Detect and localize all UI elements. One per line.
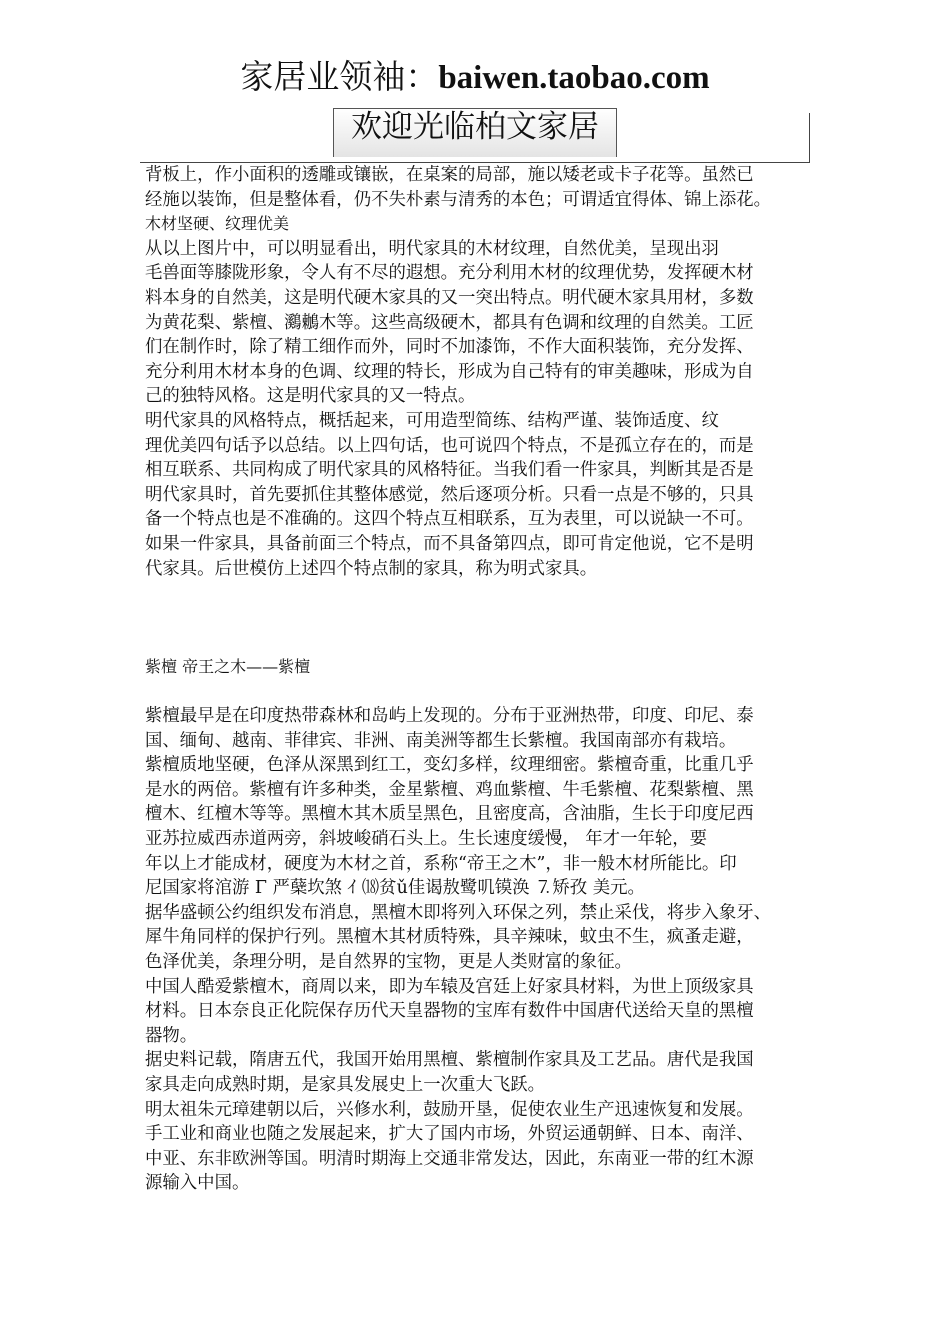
text-line: 毛兽面等膝陇形象，令人有不尽的遐想。充分利用木材的纹理优势，发挥硬木材 (145, 263, 754, 284)
header-title (0, 56, 950, 99)
article-body (145, 163, 810, 1196)
text-line: 亚苏拉威西赤道两旁，斜坡峻硝石头上。生长速度缓慢， 年才一年轮，要 (145, 829, 708, 850)
text-line: 代家具。后世模仿上述四个特点制的家具，称为明式家具。 (145, 558, 598, 579)
text-line: 据史料记载，隋唐五代，我国开始用黑檀、紫檀制作家具及工艺品。唐代是我国 (145, 1050, 754, 1071)
text-line: 明代家具时，首先要抓住其整体感觉，然后逐项分析。只看一点是不够的，只具 (145, 484, 754, 505)
text-line: 源输入中国。 (145, 1173, 250, 1194)
blank-line (145, 630, 810, 655)
text-line: 明太祖朱元璋建朝以后，兴修水利，鼓励开垦，促使农业生产迅速恢复和发展。 (145, 1099, 754, 1120)
text-line: 据华盛顿公约组织发布消息，黑檀木即将列入环保之列，禁止采伐，将步入象牙、 (145, 902, 772, 923)
text-line: 如果一件家具，具备前面三个特点，而不具备第四点，即可肯定他说，它不是明 (145, 533, 754, 554)
text-line: 紫檀最早是在印度热带森林和岛屿上发现的。分布于亚洲热带，印度、印尼、泰 (145, 706, 754, 727)
text-line: 尼国家将涫游 Γ 严蘖坎煞 ｲ ⒅贫ǔ佳谒敖鹭叽镆涣 ⒎矫孜 美元。 (145, 878, 645, 899)
blank-line (145, 606, 810, 631)
text-line: 背板上，作小面积的透雕或镶嵌，在桌案的局部，施以矮老或卡子花等。虽然已 (145, 165, 754, 185)
text-line: 中国人酷爱紫檀木，商周以来，即为车辕及宫廷上好家具材料，为世上顶级家具 (145, 976, 754, 997)
section-heading: 紫檀 帝王之木——紫檀 (145, 656, 311, 676)
text-line: 己的独特风格。这是明代家具的又一特点。 (145, 386, 476, 407)
text-line: 手工业和商业也随之发展起来，扩大了国内市场，外贸运通朝鲜、日本、南洋、 (145, 1124, 754, 1145)
blank-line (145, 581, 810, 606)
text-line: 中亚、东非欧洲等国。明清时期海上交通非常发达，因此，东南亚一带的红木源 (145, 1148, 754, 1169)
text-line: 是水的两倍。紫檀有许多种类，金星紫檀、鸡血紫檀、牛毛紫檀、花梨紫檀、黑 (145, 779, 754, 800)
text-line: 从以上图片中，可以明显看出，明代家具的木材纹理，自然优美，呈现出羽 (145, 238, 719, 259)
welcome-banner: 欢迎光临柏文家居 (333, 108, 617, 157)
text-line: 理优美四句话予以总结。以上四句话，也可说四个特点，不是孤立存在的，而是 (145, 435, 754, 456)
text-line: 明代家具的风格特点，概括起来，可用造型简练、结构严谨、装饰适度、纹 (145, 410, 719, 431)
header-url[interactable]: baiwen.taobao.com (438, 60, 710, 96)
text-line: 紫檀质地坚硬，色泽从深黑到红工，变幻多样，纹理细密。紫檀奇重，比重几乎 (145, 755, 754, 776)
text-line: 材料。日本奈良正化院保存历代天皇器物的宝库有数件中国唐代送给天皇的黑檀 (145, 1001, 754, 1022)
header-title-text: 家居业领袖： (240, 57, 439, 96)
text-line: 们在制作时，除了精工细作而外，同时不加漆饰，不作大面积装饰，充分发挥、 (145, 337, 754, 358)
blank-line (145, 679, 810, 704)
section-heading: 木材坚硬、纹理优美 (145, 214, 290, 234)
text-line: 家具走向成熟时期，是家具发展史上一次重大飞跃。 (145, 1074, 545, 1095)
text-line: 犀牛角同样的保护行列。黑檀木其材质特殊，具辛辣味，蚊虫不生，疯蚤走避， (145, 927, 754, 948)
text-line: 相互联系、共同构成了明代家具的风格特征。当我们看一件家具，判断其是否是 (145, 460, 754, 481)
text-line: 檀木、红檀木等等。黑檀木其木质呈黑色，且密度高，含油脂，生长于印度尼西 (145, 804, 754, 825)
text-line: 为黄花梨、紫檀、鸂鶒木等。这些高级硬木，都具有色调和纹理的自然美。工匠 (145, 312, 754, 333)
text-line: 经施以装饰，但是整体看，仍不失朴素与清秀的本色；可谓适宜得体、锦上添花。 (145, 189, 772, 210)
text-line: 国、缅甸、越南、菲律宾、非洲、南美洲等都生长紫檀。我国南部亦有栽培。 (145, 730, 737, 751)
text-line: 色泽优美，条理分明，是自然界的宝物，更是人类财富的象征。 (145, 952, 632, 972)
frame-right-border (809, 113, 810, 163)
text-line: 年以上才能成材，硬度为木材之首，系称“帝王之木”，非一般木材所能比。印 (145, 853, 737, 874)
text-line: 器物。 (145, 1025, 198, 1046)
text-line: 充分利用木材本身的色调、纹理的特长，形成为自己特有的审美趣味，形成为自 (145, 361, 754, 382)
text-line: 备一个特点也是不准确的。这四个特点互相联系，互为表里，可以说缺一不可。 (145, 509, 754, 530)
text-line: 料本身的自然美，这是明代硬木家具的又一突出特点。明代硬木家具用材，多数 (145, 287, 754, 308)
